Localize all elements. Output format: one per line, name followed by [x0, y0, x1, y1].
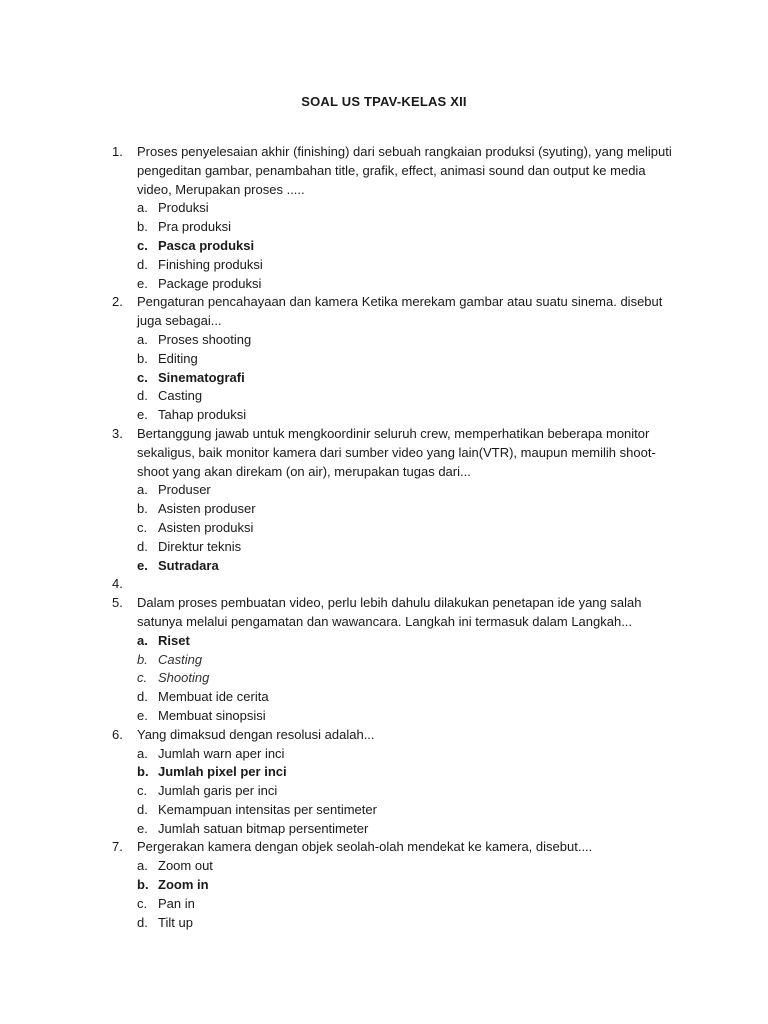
option-text: Shooting [158, 670, 210, 686]
answer-option [137, 256, 682, 275]
answer-option [137, 782, 682, 801]
option-letter: b. [137, 877, 149, 893]
question-number: 3. [112, 425, 123, 441]
answer-option [137, 500, 682, 519]
option-letter: a. [137, 331, 148, 347]
option-letter: d. [137, 256, 148, 272]
answer-option [137, 199, 682, 218]
answer-option [137, 914, 682, 933]
option-letter: b. [137, 651, 148, 667]
answer-options [137, 745, 682, 839]
option-letter: d. [137, 388, 148, 404]
question-item [112, 575, 682, 594]
option-letter: a. [137, 200, 148, 216]
answer-options [137, 632, 682, 726]
empty-question-placeholder [137, 575, 682, 594]
option-letter: e. [137, 557, 148, 573]
option-text: Jumlah pixel per inci [158, 764, 287, 780]
answer-option [137, 519, 682, 538]
answer-option [137, 763, 682, 782]
option-text: Tilt up [158, 914, 193, 930]
option-letter: c. [137, 237, 148, 253]
option-text: Pasca produksi [158, 237, 255, 253]
answer-option [137, 350, 682, 369]
answer-option [137, 632, 682, 651]
option-letter: a. [137, 745, 148, 761]
answer-options [137, 481, 682, 575]
answer-option [137, 331, 682, 350]
option-letter: b. [137, 764, 149, 780]
option-text: Direktur teknis [158, 538, 242, 554]
question-number: 2. [112, 294, 123, 310]
option-text: Tahap produksi [158, 407, 247, 423]
option-letter: a. [137, 858, 148, 874]
option-letter: d. [137, 538, 148, 554]
answer-option [137, 218, 682, 237]
question-number: 6. [112, 726, 123, 742]
option-text: Riset [158, 632, 190, 648]
option-text: Jumlah satuan bitmap persentimeter [158, 820, 369, 836]
question-text: Bertanggung jawab untuk mengkoordinir seluruh crew, memperhatikan beberapa monitor sekaligus, baik monitor kamera dari sumber video yang lain(VTR), maupun memilih shoot-shoot yang akan direkam (on air), merupakan tugas dari... [137, 425, 656, 479]
answer-option [137, 688, 682, 707]
document-title: SOAL US TPAV-KELAS XII [301, 94, 467, 109]
option-letter: e. [137, 407, 148, 423]
question-text: Dalam proses pembuatan video, perlu lebih dahulu dilakukan penetapan ide yang salah satunya melalui pengamatan dan wawancara. Langkah ini termasuk dalam Langkah... [137, 595, 642, 629]
option-letter: d. [137, 801, 148, 817]
answer-option [137, 895, 682, 914]
option-text: Jumlah warn aper inci [158, 745, 285, 761]
option-letter: c. [137, 783, 148, 799]
question-item [112, 726, 682, 839]
answer-options [137, 199, 682, 293]
question-item [112, 143, 682, 293]
option-letter: c. [137, 519, 148, 535]
answer-option [137, 876, 682, 895]
option-letter: d. [137, 689, 148, 705]
option-text: Casting [158, 651, 203, 667]
answer-option [137, 707, 682, 726]
option-letter: a. [137, 482, 148, 498]
question-number: 1. [112, 144, 123, 159]
option-text: Pra produksi [158, 219, 231, 235]
option-letter: b. [137, 219, 148, 235]
answer-option [137, 538, 682, 557]
option-text: Sutradara [158, 557, 219, 573]
question-number: 5. [112, 595, 123, 611]
answer-option [137, 669, 682, 688]
option-text: Asisten produksi [158, 519, 254, 535]
answer-option [137, 857, 682, 876]
option-text: Package produksi [158, 275, 262, 291]
option-letter: c. [137, 369, 148, 385]
question-list [112, 143, 682, 932]
answer-option [137, 820, 682, 839]
answer-option [137, 651, 682, 670]
option-text: Zoom in [158, 877, 209, 893]
option-text: Sinematografi [158, 369, 245, 385]
question-text: Pergerakan kamera dengan objek seolah-olah mendekat ke kamera, disebut.... [137, 839, 593, 855]
question-text: Proses penyelesaian akhir (finishing) dari sebuah rangkaian produksi (syuting), yang meliputi pengeditan gambar, penambahan title, grafik, effect, animasi sound dan output ke media video, Merupakan proses ..... [137, 144, 672, 197]
option-letter: d. [137, 914, 148, 930]
question-item [112, 594, 682, 726]
question-number: 4. [112, 576, 123, 592]
option-text: Proses shooting [158, 331, 252, 347]
answer-options [137, 857, 682, 932]
option-text: Finishing produksi [158, 256, 263, 272]
option-letter: e. [137, 820, 148, 836]
option-letter: b. [137, 501, 148, 517]
option-text: Zoom out [158, 858, 213, 874]
answer-option [137, 237, 682, 256]
option-letter: e. [137, 275, 148, 291]
question-text: Yang dimaksud dengan resolusi adalah... [137, 726, 375, 742]
option-letter: a. [137, 632, 148, 648]
option-text: Produksi [158, 200, 209, 216]
answer-option [137, 369, 682, 388]
option-text: Editing [158, 350, 198, 366]
question-item [112, 425, 682, 575]
answer-options [137, 331, 682, 425]
option-letter: c. [137, 670, 148, 686]
option-text: Asisten produser [158, 501, 256, 517]
question-item [112, 838, 682, 932]
option-text: Produser [158, 482, 211, 498]
option-text: Kemampuan intensitas per sentimeter [158, 801, 377, 817]
option-text: Jumlah garis per inci [158, 783, 278, 799]
option-letter: e. [137, 707, 148, 723]
option-text: Casting [158, 388, 203, 404]
option-text: Pan in [158, 895, 195, 911]
answer-option [137, 557, 682, 576]
option-letter: b. [137, 350, 148, 366]
question-number: 7. [112, 839, 123, 855]
option-text: Membuat ide cerita [158, 689, 269, 705]
option-text: Membuat sinopsisi [158, 707, 266, 723]
answer-option [137, 745, 682, 764]
option-letter: c. [137, 895, 148, 911]
answer-option [137, 275, 682, 294]
answer-option [137, 801, 682, 820]
answer-option [137, 481, 682, 500]
question-text: Pengaturan pencahayaan dan kamera Ketika merekam gambar atau suatu sinema. disebut juga sebagai... [137, 294, 663, 329]
answer-option [137, 406, 682, 425]
question-item [112, 293, 682, 425]
answer-option [137, 387, 682, 406]
